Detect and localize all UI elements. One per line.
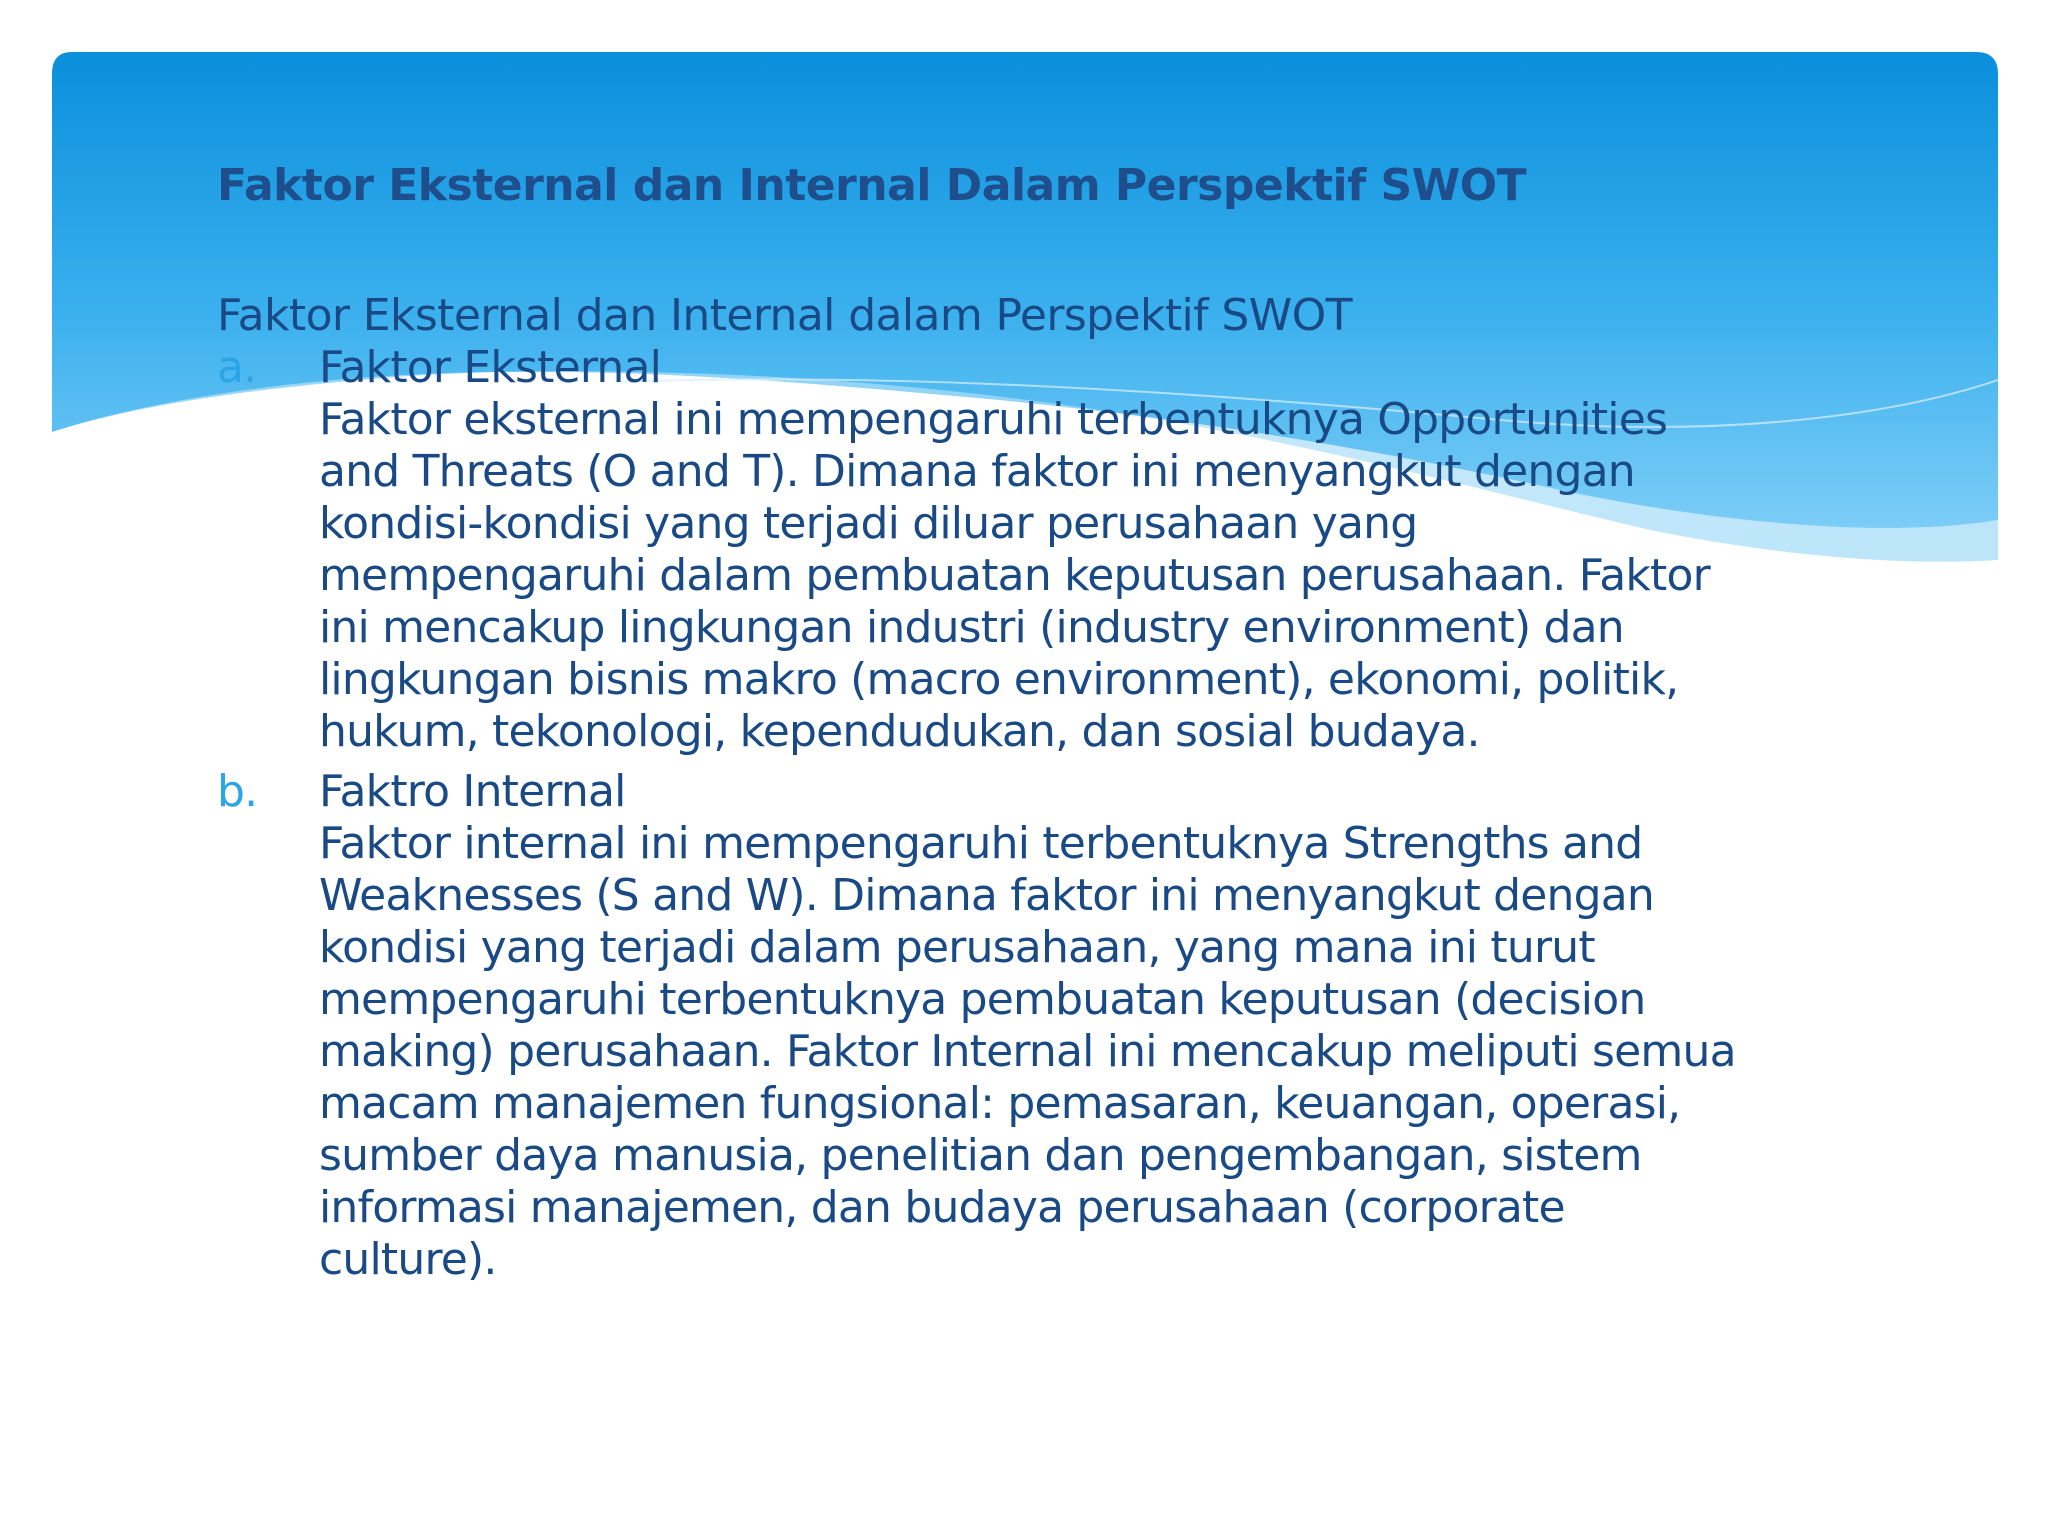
- slide-title: Faktor Eksternal dan Internal Dalam Perspektif SWOT: [217, 160, 1527, 211]
- list-item-content: [319, 766, 1857, 1286]
- item-text-line: sumber daya manusia, penelitian dan pengembangan, sistem: [319, 1130, 1642, 1181]
- list-item-external: [217, 342, 1857, 758]
- item-heading: Faktor Eksternal: [319, 342, 662, 393]
- item-text-line: Weaknesses (S and W). Dimana faktor ini menyangkut dengan: [319, 870, 1654, 921]
- list-marker: a.: [217, 342, 257, 393]
- item-text-line: hukum, tekonologi, kependudukan, dan sosial budaya.: [319, 706, 1480, 757]
- item-text-line: kondisi yang terjadi dalam perusahaan, yang mana ini turut: [319, 922, 1595, 973]
- item-text-line: and Threats (O and T). Dimana faktor ini menyangkut dengan: [319, 446, 1635, 497]
- item-heading: Faktro Internal: [319, 766, 626, 817]
- slide-body: [217, 290, 1857, 1286]
- item-text-line: ini mencakup lingkungan industri (industry environment) dan: [319, 602, 1624, 653]
- item-text-line: macam manajemen fungsional: pemasaran, keuangan, operasi,: [319, 1078, 1681, 1129]
- item-text-line: mempengaruhi terbentuknya pembuatan keputusan (decision: [319, 974, 1646, 1025]
- list-item-internal: [217, 766, 1857, 1286]
- item-text-line: informasi manajemen, dan budaya perusahaan (corporate: [319, 1182, 1565, 1233]
- item-text-line: mempengaruhi dalam pembuatan keputusan perusahaan. Faktor: [319, 550, 1710, 601]
- list-item-content: [319, 342, 1857, 758]
- item-text-line: culture).: [319, 1234, 497, 1285]
- item-text-line: Faktor internal ini mempengaruhi terbentuknya Strengths and: [319, 818, 1643, 869]
- item-text-line: Faktor eksternal ini mempengaruhi terbentuknya Opportunities: [319, 394, 1668, 445]
- item-text-line: kondisi-kondisi yang terjadi diluar perusahaan yang: [319, 498, 1418, 549]
- list-marker: b.: [217, 766, 258, 817]
- item-text-line: making) perusahaan. Faktor Internal ini mencakup meliputi semua: [319, 1026, 1736, 1077]
- intro-text: Faktor Eksternal dan Internal dalam Perspektif SWOT: [217, 290, 1352, 341]
- item-text-line: lingkungan bisnis makro (macro environment), ekonomi, politik,: [319, 654, 1679, 705]
